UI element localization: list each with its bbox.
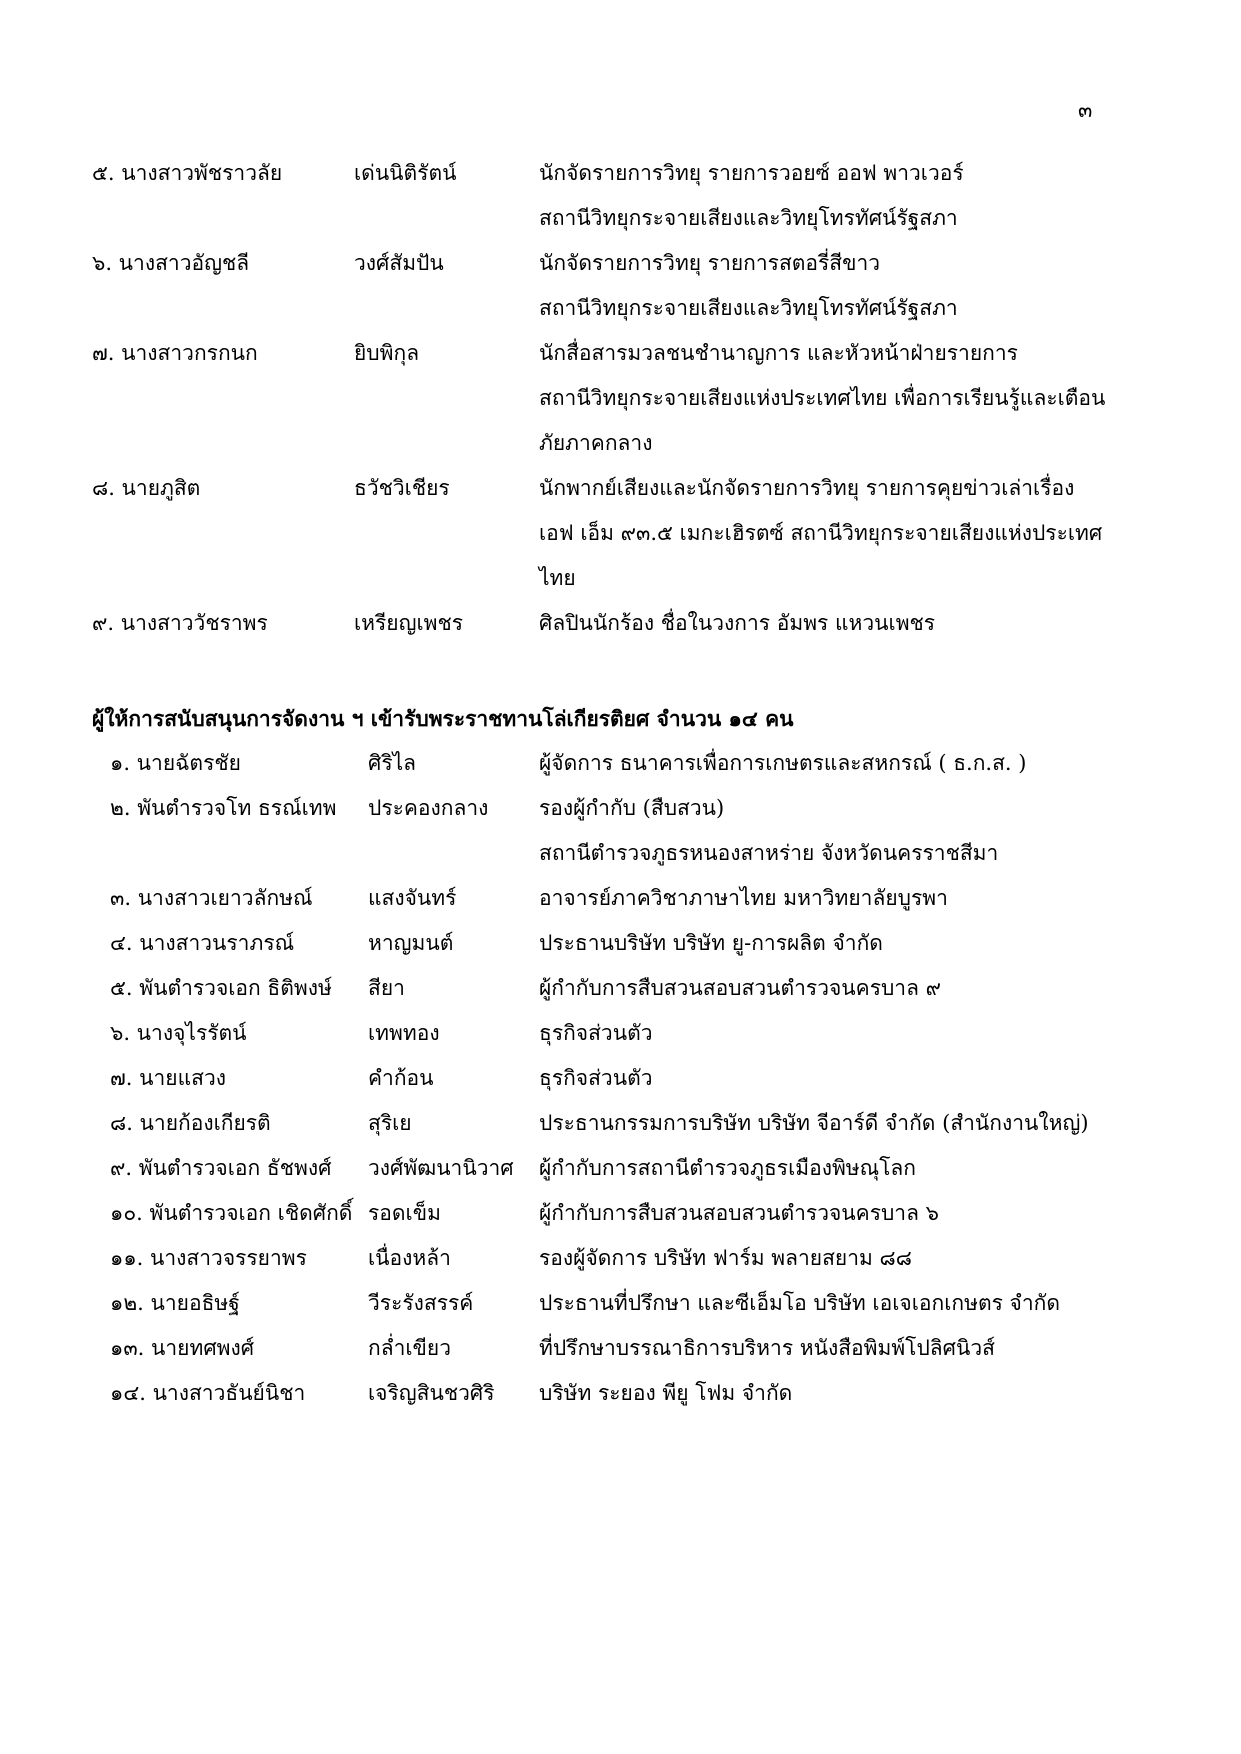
person-surname: วงศ์พัฒนานิวาศ bbox=[368, 1156, 514, 1180]
list-item bbox=[0, 1281, 1241, 1326]
person-position: สถานีตำรวจภูธรหนองสาหร่าย จังหวัดนครราชสีมา bbox=[539, 841, 999, 865]
list-item bbox=[0, 1101, 1241, 1146]
person-surname: รอดเข็ม bbox=[368, 1201, 441, 1225]
person-position: บริษัท ระยอง พียู โฟม จำกัด bbox=[539, 1381, 793, 1405]
section-heading: ผู้ให้การสนับสนุนการจัดงาน ฯ เข้ารับพระราชทานโล่เกียรติยศ จำนวน ๑๔ คน bbox=[92, 706, 794, 731]
list-item-continuation bbox=[0, 831, 1241, 876]
person-surname: สียา bbox=[368, 976, 405, 1000]
list-item bbox=[0, 1011, 1241, 1056]
person-surname: ประคองกลาง bbox=[368, 796, 489, 820]
person-position: สถานีวิทยุกระจายเสียงและวิทยุโทรทัศน์รัฐสภา bbox=[539, 296, 958, 320]
person-position: ประธานบริษัท บริษัท ยู-การผลิต จำกัด bbox=[539, 931, 883, 955]
list-item-continuation bbox=[0, 376, 1241, 421]
person-name: ๘. นายก้องเกียรติ bbox=[110, 1111, 271, 1135]
person-surname: หาญมนต์ bbox=[368, 931, 454, 955]
page-number: ๓ bbox=[1078, 98, 1093, 122]
person-name: ๗. นางสาวกรกนก bbox=[92, 341, 258, 365]
person-name: ๖. นางสาวอัญชลี bbox=[92, 251, 250, 275]
person-position: ผู้กำกับการสถานีตำรวจภูธรเมืองพิษณุโลก bbox=[539, 1156, 916, 1180]
list-item-continuation bbox=[0, 556, 1241, 601]
person-name: ๔. นางสาวนราภรณ์ bbox=[110, 931, 295, 955]
person-name: ๕. นางสาวพัชราวลัย bbox=[92, 161, 283, 185]
list-item bbox=[0, 151, 1241, 196]
person-position: นักพากย์เสียงและนักจัดรายการวิทยุ รายการคุยข่าวเล่าเรื่อง bbox=[539, 476, 1075, 500]
list-item bbox=[0, 741, 1241, 786]
person-surname: คำก้อน bbox=[368, 1066, 434, 1090]
person-position: ผู้กำกับการสืบสวนสอบสวนตำรวจนครบาล ๙ bbox=[539, 976, 942, 1000]
person-surname: ศิริไล bbox=[368, 751, 417, 775]
person-position: ธุรกิจส่วนตัว bbox=[539, 1066, 653, 1090]
person-position: นักสื่อสารมวลชนชำนาญการ และหัวหน้าฝ่ายรายการ bbox=[539, 341, 1018, 365]
list-item bbox=[0, 921, 1241, 966]
person-name: ๑๔. นางสาวธันย์นิชา bbox=[110, 1381, 306, 1405]
person-position: ผู้จัดการ ธนาคารเพื่อการเกษตรและสหกรณ์ ( ธ.ก.ส. ) bbox=[539, 751, 1027, 775]
person-position: ศิลปินนักร้อง ชื่อในวงการ อัมพร แหวนเพชร bbox=[539, 611, 936, 635]
person-surname: ธวัชวิเชียร bbox=[354, 476, 450, 500]
list-item bbox=[0, 466, 1241, 511]
person-name: ๑๑. นางสาวจรรยาพร bbox=[110, 1246, 307, 1270]
person-name: ๒. พันตำรวจโท ธรณ์เทพ bbox=[110, 796, 337, 820]
person-surname: เด่นนิติรัตน์ bbox=[354, 161, 457, 185]
list-item bbox=[0, 331, 1241, 376]
person-position: ไทย bbox=[539, 566, 576, 590]
person-name: ๓. นางสาวเยาวลักษณ์ bbox=[110, 886, 313, 910]
list-item-continuation bbox=[0, 421, 1241, 466]
person-position: สถานีวิทยุกระจายเสียงแห่งประเทศไทย เพื่อการเรียนรู้และเตือน bbox=[539, 386, 1106, 410]
person-surname: เนื่องหล้า bbox=[368, 1246, 451, 1270]
list-item bbox=[0, 601, 1241, 646]
person-name: ๗. นายแสวง bbox=[110, 1066, 226, 1090]
person-position: ผู้กำกับการสืบสวนสอบสวนตำรวจนครบาล ๖ bbox=[539, 1201, 939, 1225]
person-position: สถานีวิทยุกระจายเสียงและวิทยุโทรทัศน์รัฐสภา bbox=[539, 206, 958, 230]
person-position: รองผู้จัดการ บริษัท ฟาร์ม พลายสยาม ๘๘ bbox=[539, 1246, 912, 1270]
person-surname: วงศ์สัมปัน bbox=[354, 251, 444, 275]
list-item bbox=[0, 1191, 1241, 1236]
person-position: รองผู้กำกับ (สืบสวน) bbox=[539, 796, 725, 820]
list-item bbox=[0, 241, 1241, 286]
person-surname: ยิบพิกุล bbox=[354, 341, 420, 365]
person-name: ๑๐. พันตำรวจเอก เชิดศักดิ์ bbox=[110, 1201, 353, 1225]
person-surname: เหรียญเพชร bbox=[354, 611, 464, 635]
person-name: ๑๒. นายอธิษฐ์ bbox=[110, 1291, 240, 1315]
person-name: ๑. นายฉัตรชัย bbox=[110, 751, 241, 775]
person-name: ๙. พันตำรวจเอก ธัชพงศ์ bbox=[110, 1156, 332, 1180]
person-name: ๙. นางสาววัชราพร bbox=[92, 611, 268, 635]
person-position: นักจัดรายการวิทยุ รายการสตอรี่สีขาว bbox=[539, 251, 881, 275]
person-name: ๕. พันตำรวจเอก ธิติพงษ์ bbox=[110, 976, 332, 1000]
person-surname: แสงจันทร์ bbox=[368, 886, 457, 910]
person-name: ๘. นายภูสิต bbox=[92, 476, 201, 500]
list-item bbox=[0, 1326, 1241, 1371]
person-position: อาจารย์ภาควิชาภาษาไทย มหาวิทยาลัยบูรพา bbox=[539, 886, 948, 910]
list-item bbox=[0, 966, 1241, 1011]
list-item-continuation bbox=[0, 511, 1241, 556]
list-item bbox=[0, 1236, 1241, 1281]
list-item bbox=[0, 1146, 1241, 1191]
list-item bbox=[0, 786, 1241, 831]
person-position: ประธานกรรมการบริษัท บริษัท จีอาร์ดี จำกัด (สำนักงานใหญ่) bbox=[539, 1111, 1089, 1135]
awardee-list-section bbox=[0, 151, 1241, 646]
person-position: ธุรกิจส่วนตัว bbox=[539, 1021, 653, 1045]
person-position: นักจัดรายการวิทยุ รายการวอยซ์ ออฟ พาวเวอร์ bbox=[539, 161, 964, 185]
list-item bbox=[0, 1371, 1241, 1416]
list-item bbox=[0, 876, 1241, 921]
supporter-list-section bbox=[0, 741, 1241, 1416]
person-name: ๑๓. นายทศพงศ์ bbox=[110, 1336, 255, 1360]
person-position: ประธานที่ปรึกษา และซีเอ็มโอ บริษัท เอเจเอกเกษตร จำกัด bbox=[539, 1291, 1060, 1315]
person-surname: เจริญสินชวศิริ bbox=[368, 1381, 495, 1405]
list-item-continuation bbox=[0, 196, 1241, 241]
list-item bbox=[0, 1056, 1241, 1101]
person-surname: เทพทอง bbox=[368, 1021, 440, 1045]
person-surname: กล่ำเขียว bbox=[368, 1336, 452, 1360]
person-name: ๖. นางจุไรรัตน์ bbox=[110, 1021, 247, 1045]
person-surname: สุริเย bbox=[368, 1111, 412, 1135]
list-item-continuation bbox=[0, 286, 1241, 331]
person-surname: วีระรังสรรค์ bbox=[368, 1291, 474, 1315]
person-position: ที่ปรึกษาบรรณาธิการบริหาร หนังสือพิมพ์โปลิศนิวส์ bbox=[539, 1336, 995, 1360]
person-position: ภัยภาคกลาง bbox=[539, 431, 653, 455]
person-position: เอฟ เอ็ม ๙๓.๕ เมกะเฮิรตซ์ สถานีวิทยุกระจายเสียงแห่งประเทศ bbox=[539, 521, 1103, 545]
